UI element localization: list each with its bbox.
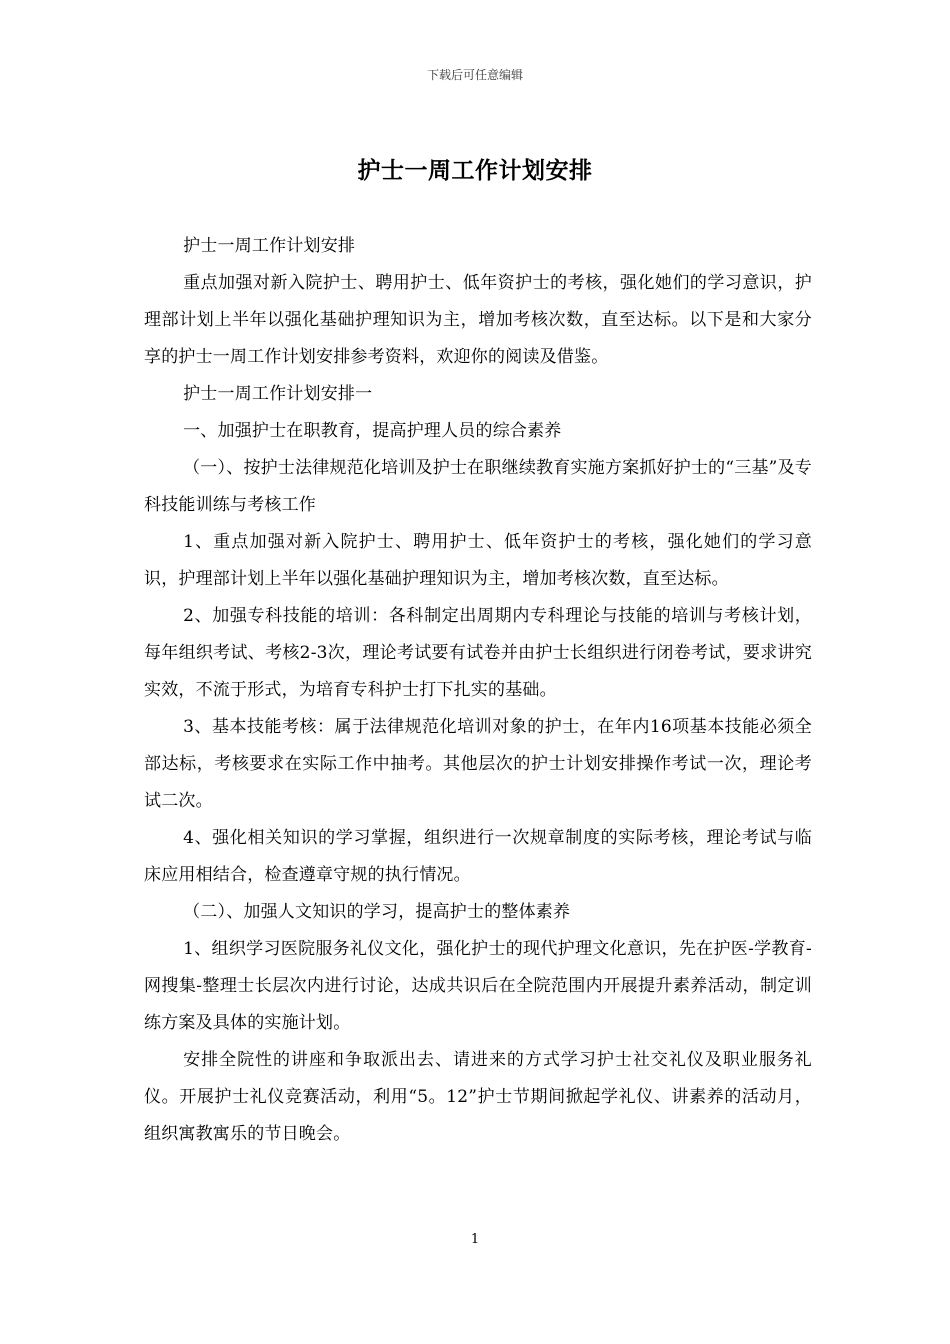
paragraph-item-1: 1、重点加强对新入院护士、聘用护士、低年资护士的考核，强化她们的学习意识，护理部计划上半年以强化基础护理知识为主，增加考核次数，直至达标。 [144,532,812,589]
paragraph-item-6: 安排全院性的讲座和争取派出去、请进来的方式学习护士社交礼仪及职业服务礼仪。开展护士礼仪竞赛活动，利用“5。12”护士节期间掀起学礼仪、讲素养的活动月，组织寓教寓乐的节日晚会。 [144,1050,812,1144]
paragraph-section-heading: 护士一周工作计划安排一 [183,384,373,404]
document-body [144,228,812,1153]
document-title: 护士一周工作计划安排 [357,157,593,184]
page-number: 1 [470,1232,480,1247]
paragraph-heading-1: 一、加强护士在职教育，提高护理人员的综合素养 [183,421,562,441]
paragraph-subheading-1: （一）、按护士法律规范化培训及护士在职继续教育实施方案抓好护士的“三基”及专科技能训练与考核工作 [144,458,812,515]
paragraph-item-2: 2、加强专科技能的培训：各科制定出周期内专科理论与技能的培训与考核计划，每年组织考试、考核2-3次，理论考试要有试卷并由护士长组织进行闭卷考试，要求讲究实效，不流于形式，为培育专科护士打下扎实的基础。 [144,606,812,700]
paragraph-intro: 重点加强对新入院护士、聘用护士、低年资护士的考核，强化她们的学习意识，护理部计划上半年以强化基础护理知识为主，增加考核次数，直至达标。以下是和大家分享的护士一周工作计划安排参考资料，欢迎你的阅读及借鉴。 [144,273,812,367]
paragraph-item-5: 1、组织学习医院服务礼仪文化，强化护士的现代护理文化意识，先在护医-学教育-网搜集-整理士长层次内进行讨论，达成共识后在全院范围内开展提升素养活动，制定训练方案及具体的实施计划。 [144,939,812,1033]
paragraph-item-4: 4、强化相关知识的学习掌握，组织进行一次规章制度的实际考核，理论考试与临床应用相结合，检查遵章守规的执行情况。 [144,828,812,885]
paragraph-subtitle: 护士一周工作计划安排 [183,236,356,256]
header-note: 下载后可任意编辑 [426,68,523,82]
paragraph-subheading-2: （二）、加强人文知识的学习，提高护士的整体素养 [183,902,571,922]
paragraph-item-3: 3、基本技能考核：属于法律规范化培训对象的护士，在年内16项基本技能必须全部达标，考核要求在实际工作中抽考。其他层次的护士计划安排操作考试一次，理论考试二次。 [144,717,812,811]
